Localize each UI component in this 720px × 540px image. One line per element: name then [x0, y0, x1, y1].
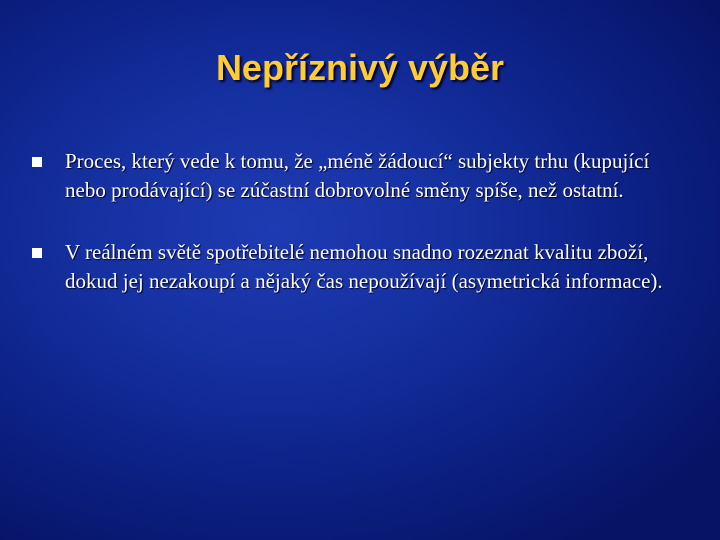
bullet-text: V reálném světě spotřebitelé nemohou snadno rozeznat kvalitu zboží, dokud jej nezakoupí a nějaký čas nepoužívají (asymetrická informace).	[65, 240, 663, 293]
slide-title: Nepříznivý výběr	[215, 47, 505, 88]
bullet-item	[30, 147, 690, 205]
bullet-list	[30, 147, 690, 296]
square-bullet-icon	[32, 248, 42, 258]
square-bullet-icon	[32, 157, 42, 167]
bullet-text: Proces, který vede k tomu, že „méně žádoucí“ subjekty trhu (kupující nebo prodávající) se zúčastní dobrovolné směny spíše, než ostatní.	[65, 149, 650, 202]
bullet-item	[30, 238, 690, 296]
